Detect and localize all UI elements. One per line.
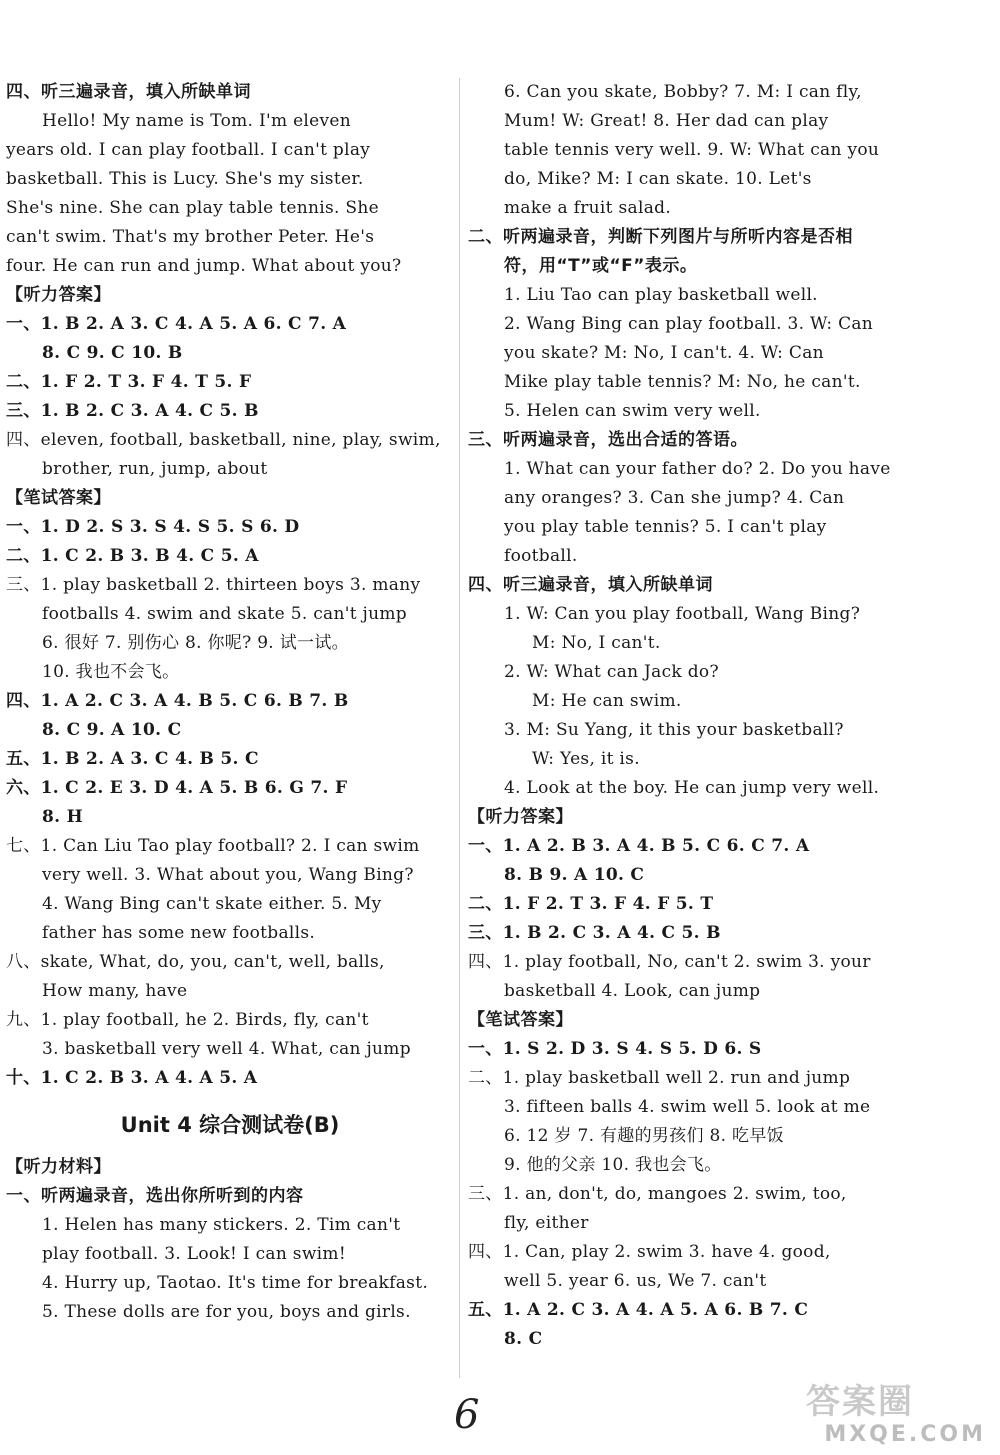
watermark-text: 答案圈 xyxy=(806,1382,914,1422)
text-line: 一、1. S 2. D 3. S 4. S 5. D 6. S xyxy=(468,1039,762,1059)
left-answer-lines xyxy=(6,78,454,1093)
text-line: How many, have xyxy=(42,981,188,1001)
text-line: 三、1. an, don't, do, mangoes 2. swim, too, xyxy=(468,1184,847,1204)
text-line: 十、1. C 2. B 3. A 4. A 5. A xyxy=(6,1068,258,1088)
text-line: 2. W: What can Jack do? xyxy=(504,662,719,682)
text-line: M: No, I can't. xyxy=(532,633,661,653)
text-line: 一、听两遍录音，选出你所听到的内容 xyxy=(6,1186,304,1206)
text-line: 四、听三遍录音，填入所缺单词 xyxy=(468,575,713,595)
text-line: four. He can run and jump. What about you? xyxy=(6,256,402,276)
text-line: well 5. year 6. us, We 7. can't xyxy=(504,1271,767,1291)
text-line: make a fruit salad. xyxy=(504,198,672,218)
text-line: 6. Can you skate, Bobby? 7. M: I can fly, xyxy=(504,82,862,102)
text-line: 二、1. F 2. T 3. F 4. F 5. T xyxy=(468,894,714,914)
text-line: 2. Wang Bing can play football. 3. W: Can xyxy=(504,314,874,334)
text-line: 六、1. C 2. E 3. D 4. A 5. B 6. G 7. F xyxy=(6,778,348,798)
text-line: 6. 很好 7. 别伤心 8. 你呢? 9. 试一试。 xyxy=(42,633,349,653)
text-line: 8. C 9. A 10. C xyxy=(42,720,182,740)
text-line: brother, run, jump, about xyxy=(42,459,268,479)
text-line: 八、skate, What, do, you, can't, well, balls, xyxy=(6,952,385,972)
text-line: can't swim. That's my brother Peter. He's xyxy=(6,227,375,247)
text-line: Mike play table tennis? M: No, he can't. xyxy=(504,372,861,392)
text-line: W: Yes, it is. xyxy=(532,749,640,769)
text-line: footballs 4. swim and skate 5. can't jump xyxy=(42,604,407,624)
text-line: 【笔试答案】 xyxy=(468,1010,573,1030)
text-line: 符，用“T”或“F”表示。 xyxy=(504,256,698,276)
text-line: She's nine. She can play table tennis. She xyxy=(6,198,379,218)
text-line: 1. What can your father do? 2. Do you have xyxy=(504,459,891,479)
text-line: 九、1. play football, he 2. Birds, fly, can't xyxy=(6,1010,369,1030)
text-line: 1. W: Can you play football, Wang Bing? xyxy=(504,604,861,624)
text-line: you skate? M: No, I can't. 4. W: Can xyxy=(504,343,824,363)
text-line: M: He can swim. xyxy=(532,691,682,711)
text-line: 9. 他的父亲 10. 我也会飞。 xyxy=(504,1155,722,1175)
text-line: 3. M: Su Yang, it this your basketball? xyxy=(504,720,844,740)
text-line: 二、1. F 2. T 3. F 4. T 5. F xyxy=(6,372,252,392)
right-answer-lines xyxy=(468,78,916,1354)
watermark-logo xyxy=(806,1382,996,1452)
text-line: 五、1. A 2. C 3. A 4. A 5. A 6. B 7. C xyxy=(468,1300,809,1320)
text-line: 6. 12 岁 7. 有趣的男孩们 8. 吃早饭 xyxy=(504,1126,784,1146)
text-line: 8. B 9. A 10. C xyxy=(504,865,645,885)
text-line: table tennis very well. 9. W: What can you xyxy=(504,140,880,160)
text-line: 8. C 9. C 10. B xyxy=(42,343,183,363)
text-line: you play table tennis? 5. I can't play xyxy=(504,517,827,537)
right-column xyxy=(468,78,916,1354)
text-line: 四、听三遍录音，填入所缺单词 xyxy=(6,82,251,102)
page-number: 6 xyxy=(454,1392,480,1438)
text-line: do, Mike? M: I can skate. 10. Let's xyxy=(504,169,812,189)
text-line: 1. Helen has many stickers. 2. Tim can't xyxy=(42,1215,401,1235)
text-line: 1. Liu Tao can play basketball well. xyxy=(504,285,818,305)
text-line: 四、eleven, football, basketball, nine, play, swim, xyxy=(6,430,441,450)
text-line: 8. H xyxy=(42,807,83,827)
text-line: 4. Look at the boy. He can jump very well. xyxy=(504,778,880,798)
left-listening-material xyxy=(6,1153,454,1327)
text-line: basketball 4. Look, can jump xyxy=(504,981,761,1001)
text-line: 三、1. B 2. C 3. A 4. C 5. B xyxy=(468,923,721,943)
text-line: fly, either xyxy=(504,1213,589,1233)
text-line: 一、1. D 2. S 3. S 4. S 5. S 6. D xyxy=(6,517,300,537)
text-line: 10. 我也不会飞。 xyxy=(42,662,180,682)
text-line: 三、1. play basketball 2. thirteen boys 3. many xyxy=(6,575,421,595)
text-line: 二、1. play basketball well 2. run and jump xyxy=(468,1068,851,1088)
text-line: 8. C xyxy=(504,1329,543,1349)
text-line: 【笔试答案】 xyxy=(6,488,111,508)
text-line: 【听力答案】 xyxy=(6,285,111,305)
text-line: 3. fifteen balls 4. swim well 5. look at me xyxy=(504,1097,871,1117)
section-title: Unit 4 综合测试卷(B) xyxy=(120,1113,340,1137)
text-line: any oranges? 3. Can she jump? 4. Can xyxy=(504,488,845,508)
text-line: father has some new footballs. xyxy=(42,923,316,943)
text-line: very well. 3. What about you, Wang Bing? xyxy=(42,865,414,885)
text-line: 二、1. C 2. B 3. B 4. C 5. A xyxy=(6,546,259,566)
text-line: 四、1. Can, play 2. swim 3. have 4. good, xyxy=(468,1242,831,1262)
text-line: 四、1. A 2. C 3. A 4. B 5. C 6. B 7. B xyxy=(6,691,349,711)
text-line: 四、1. play football, No, can't 2. swim 3. your xyxy=(468,952,871,972)
text-line: 5. Helen can swim very well. xyxy=(504,401,761,421)
text-line: 4. Hurry up, Taotao. It's time for breakfast. xyxy=(42,1273,429,1293)
text-line: 3. basketball very well 4. What, can jump xyxy=(42,1039,411,1059)
text-line: Mum! W: Great! 8. Her dad can play xyxy=(504,111,829,131)
left-column xyxy=(6,78,454,1327)
watermark-url: MXQE.COM xyxy=(824,1422,986,1447)
text-line: football. xyxy=(504,546,578,566)
text-line: 五、1. B 2. A 3. C 4. B 5. C xyxy=(6,749,259,769)
text-line: basketball. This is Lucy. She's my sister. xyxy=(6,169,364,189)
text-line: 七、1. Can Liu Tao play football? 2. I can swim xyxy=(6,836,420,856)
text-line: Hello! My name is Tom. I'm eleven xyxy=(42,111,352,131)
text-line: play football. 3. Look! I can swim! xyxy=(42,1244,346,1264)
column-divider xyxy=(459,78,460,1378)
text-line: 【听力材料】 xyxy=(6,1157,111,1177)
text-line: years old. I can play football. I can't play xyxy=(6,140,371,160)
text-line: 三、听两遍录音，选出合适的答语。 xyxy=(468,430,748,450)
text-line: 一、1. B 2. A 3. C 4. A 5. A 6. C 7. A xyxy=(6,314,347,334)
text-line: 一、1. A 2. B 3. A 4. B 5. C 6. C 7. A xyxy=(468,836,810,856)
text-line: 三、1. B 2. C 3. A 4. C 5. B xyxy=(6,401,259,421)
text-line: 4. Wang Bing can't skate either. 5. My xyxy=(42,894,382,914)
text-line: 【听力答案】 xyxy=(468,807,573,827)
text-line: 5. These dolls are for you, boys and girls. xyxy=(42,1302,411,1322)
text-line: 二、听两遍录音，判断下列图片与所听内容是否相 xyxy=(468,227,853,247)
